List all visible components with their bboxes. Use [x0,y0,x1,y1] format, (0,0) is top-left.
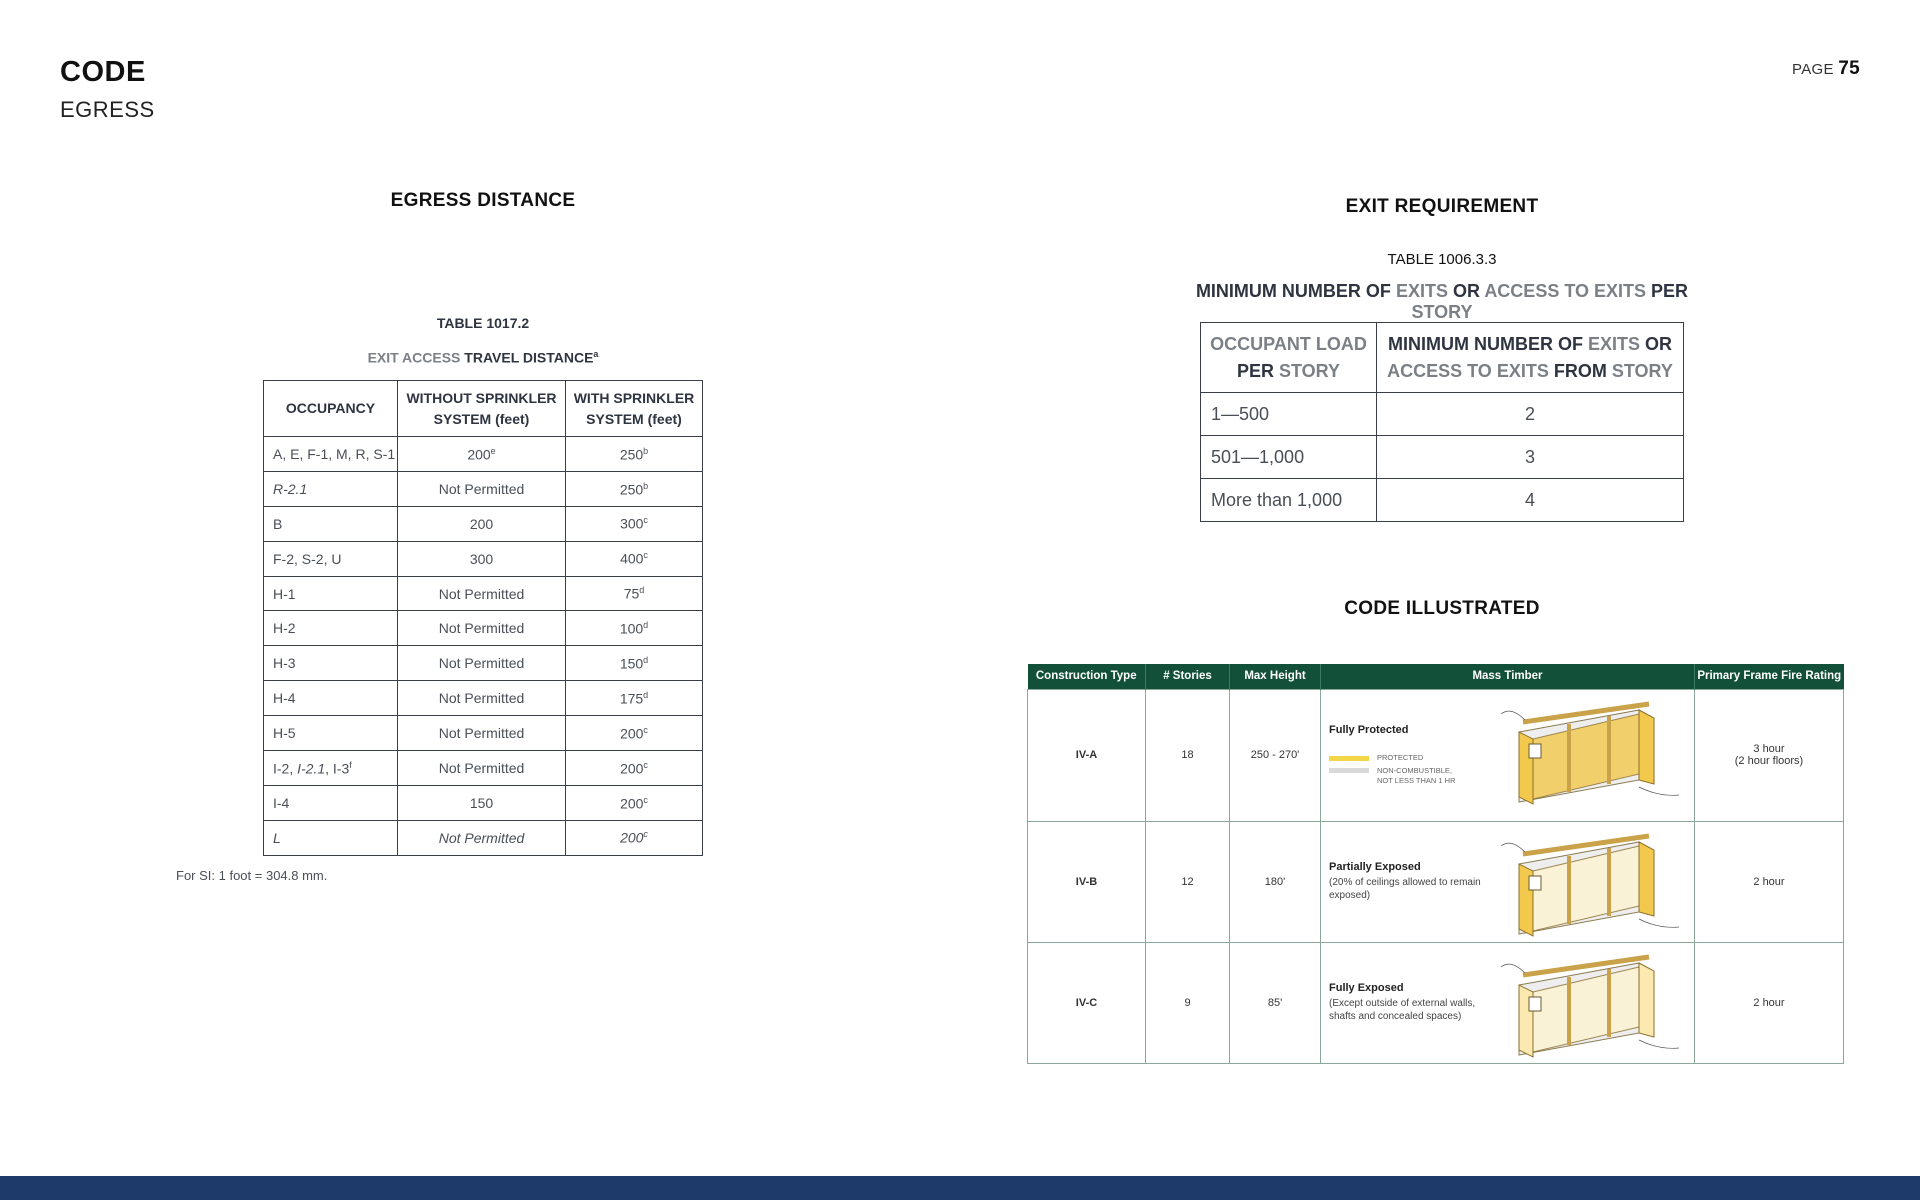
without-sprinkler-cell: Not Permitted [398,820,566,855]
without-sprinkler-cell: 200 [398,506,566,541]
occupant-load-cell: 1—500 [1201,393,1377,436]
fire-rating: 2 hour [1753,996,1785,1009]
with-sprinkler-cell: 200$^c$ [566,751,703,786]
page-number-value: 75 [1838,58,1860,79]
exits-cell: 3 [1377,436,1684,479]
with-sprinkler-cell: 175$^d$ [566,681,703,716]
with-sprinkler-cell: 300$^c$ [566,506,703,541]
max-height-cell: 180' [1230,821,1321,942]
document-title: CODE [60,56,146,88]
without-sprinkler-cell: Not Permitted [398,471,566,506]
occupant-load-cell: 501—1,000 [1201,436,1377,479]
column-header: Construction Type [1028,664,1146,689]
column-header-minimum-exits [1377,323,1684,393]
fire-rating-cell [1695,689,1844,821]
minimum-exits-table [1200,322,1684,522]
column-header: # Stories [1146,664,1230,689]
without-sprinkler-cell: Not Permitted [398,681,566,716]
caption-part: OR [1452,281,1480,301]
mass-timber-cell [1321,689,1695,821]
table-row [264,820,703,855]
without-sprinkler-cell: 300 [398,541,566,576]
construction-type-cell: IV-C [1028,942,1146,1063]
with-sprinkler-cell: 200$^c$ [566,820,703,855]
with-sprinkler-cell: 250$^b$ [566,437,703,472]
header-part: OR [1645,333,1673,354]
with-sprinkler-cell: 400$^c$ [566,541,703,576]
column-header: Primary Frame Fire Rating [1695,664,1844,689]
mass-timber-construction-table [1027,664,1844,1064]
end-wall-shape [1639,842,1654,916]
max-height-cell: 250 - 270' [1230,689,1321,821]
column-header-occupant-load [1201,323,1377,393]
occupancy-cell: H-4 [264,681,398,716]
si-conversion-note: For SI: 1 foot = 304.8 mm. [176,868,328,883]
stories-cell: 18 [1146,689,1230,821]
stories-cell: 9 [1146,942,1230,1063]
table-row [1201,393,1684,436]
occupancy-cell: H-2 [264,611,398,646]
side-wall-shape [1519,985,1533,1057]
header-part: STORY [1611,360,1673,381]
legend-swatch-noncombustible [1329,768,1369,773]
exits-cell: 2 [1377,393,1684,436]
mass-timber-label: Fully Exposed [1329,982,1404,994]
side-wall-shape [1519,864,1533,936]
table-row [1201,479,1684,522]
with-sprinkler-cell: 250$^b$ [566,471,703,506]
legend-swatch-protected [1329,756,1369,761]
column-header: Mass Timber [1321,664,1695,689]
page-number [1792,58,1860,80]
table-row [264,681,703,716]
occupancy-cell: I-2, I-2.1, I-3$^f$ [264,751,398,786]
mass-timber-cell [1321,942,1695,1063]
legend-text: PROTECTED [1377,753,1424,762]
occupancy-cell: H-5 [264,716,398,751]
table-row [264,541,703,576]
table-row [264,785,703,820]
fully-exposed-timber-illustration [1489,945,1689,1061]
without-sprinkler-cell: Not Permitted [398,716,566,751]
annotation-leader [1639,919,1679,927]
fire-rating: 2 hour [1753,875,1785,888]
table-row [264,646,703,681]
mass-timber-label: Fully Protected [1329,724,1409,736]
table-row [264,611,703,646]
without-sprinkler-cell: Not Permitted [398,611,566,646]
header-part: MINIMUM NUMBER OF [1387,333,1583,354]
max-height-cell: 85' [1230,942,1321,1063]
occupancy-cell: R-2.1 [264,471,398,506]
with-sprinkler-cell: 75$^d$ [566,576,703,611]
exits-cell: 4 [1377,479,1684,522]
legend [1329,753,1489,786]
code-illustrated-title: CODE ILLUSTRATED [1344,598,1540,619]
occupancy-cell: H-3 [264,646,398,681]
window-shape [1529,876,1541,890]
egress-distance-title: EGRESS DISTANCE [390,190,576,211]
header-part: EXITS [1587,333,1640,354]
partially-exposed-timber-illustration [1489,824,1689,940]
annotation-leader [1639,787,1679,795]
fully-protected-timber-illustration [1489,692,1689,818]
annotation-leader [1501,843,1525,852]
table-row [264,506,703,541]
window-shape [1529,997,1541,1011]
table-row [1028,821,1844,942]
construction-type-cell: IV-B [1028,821,1146,942]
annotation-leader [1501,711,1525,720]
stories-cell: 12 [1146,821,1230,942]
caption-part: TRAVEL DISTANCE [464,349,594,366]
header-part: FROM [1553,360,1607,381]
window-shape [1529,744,1541,758]
caption-part: EXIT ACCESS [367,349,461,366]
fire-rating-note: (2 hour floors) [1734,755,1804,767]
mass-timber-description: (Except outside of external walls, shafts and concealed spaces) [1329,998,1476,1022]
column-header: OCCUPANCY [264,381,398,437]
table-row [264,576,703,611]
end-wall-shape [1639,963,1654,1037]
caption-part: EXITS [1395,281,1448,301]
table-1006-3-3-number: TABLE 1006.3.3 [1387,251,1497,268]
without-sprinkler-cell: 150 [398,785,566,820]
column-header: WITHOUT SPRINKLER SYSTEM (feet) [398,381,566,437]
fire-rating: 3 hour [1753,743,1785,755]
table-row [264,471,703,506]
without-sprinkler-cell: Not Permitted [398,646,566,681]
annotation-leader [1639,1040,1679,1048]
column-header: WITH SPRINKLER SYSTEM (feet) [566,381,703,437]
table-1017-2-caption [263,349,703,366]
column-header: Max Height [1230,664,1321,689]
caption-part: PER [1651,281,1689,301]
occupant-load-cell: More than 1,000 [1201,479,1377,522]
header-part: STORY [1279,360,1341,381]
mass-timber-description: (20% of ceilings allowed to remain exposed) [1329,877,1481,901]
with-sprinkler-cell: 200$^c$ [566,716,703,751]
document-subtitle: EGRESS [60,97,155,122]
with-sprinkler-cell: 200$^c$ [566,785,703,820]
fire-rating-cell [1695,942,1844,1063]
caption-part: ACCESS TO EXITS [1484,281,1647,301]
without-sprinkler-cell: 200e [398,437,566,472]
table-row [1028,942,1844,1063]
header-part: OCCUPANT LOAD [1210,333,1367,354]
occupancy-cell: I-4 [264,785,398,820]
caption-footnote: a [593,349,599,359]
mass-timber-cell [1321,821,1695,942]
table-row [264,437,703,472]
occupancy-cell: F-2, S-2, U [264,541,398,576]
table-row [1028,689,1844,821]
construction-type-cell: IV-A [1028,689,1146,821]
occupancy-cell: L [264,820,398,855]
mass-timber-label: Partially Exposed [1329,861,1421,873]
caption-part: STORY [1411,302,1473,322]
side-wall-shape [1519,732,1533,804]
occupancy-cell: H-1 [264,576,398,611]
header-part: ACCESS TO EXITS [1387,360,1549,381]
footer-bar [0,1176,1920,1200]
caption-part: MINIMUM NUMBER OF [1195,281,1391,301]
without-sprinkler-cell: Not Permitted [398,576,566,611]
with-sprinkler-cell: 100$^d$ [566,611,703,646]
occupancy-cell: B [264,506,398,541]
table-1006-3-3-caption [1170,281,1714,323]
with-sprinkler-cell: 150$^d$ [566,646,703,681]
annotation-leader [1501,964,1525,973]
end-wall-shape [1639,710,1654,784]
exit-access-travel-distance-table [263,380,703,856]
table-row [264,751,703,786]
legend-text: NON-COMBUSTIBLE, NOT LESS THAN 1 HR [1377,766,1456,785]
page-label: PAGE [1792,61,1834,78]
occupancy-cell: A, E, F-1, M, R, S-1 [264,437,398,472]
table-row [1201,436,1684,479]
without-sprinkler-cell: Not Permitted [398,751,566,786]
table-1017-2-number: TABLE 1017.2 [436,315,530,331]
table-row [264,716,703,751]
exit-requirement-title: EXIT REQUIREMENT [1345,196,1539,217]
fire-rating-cell [1695,821,1844,942]
header-part: PER [1236,360,1274,381]
